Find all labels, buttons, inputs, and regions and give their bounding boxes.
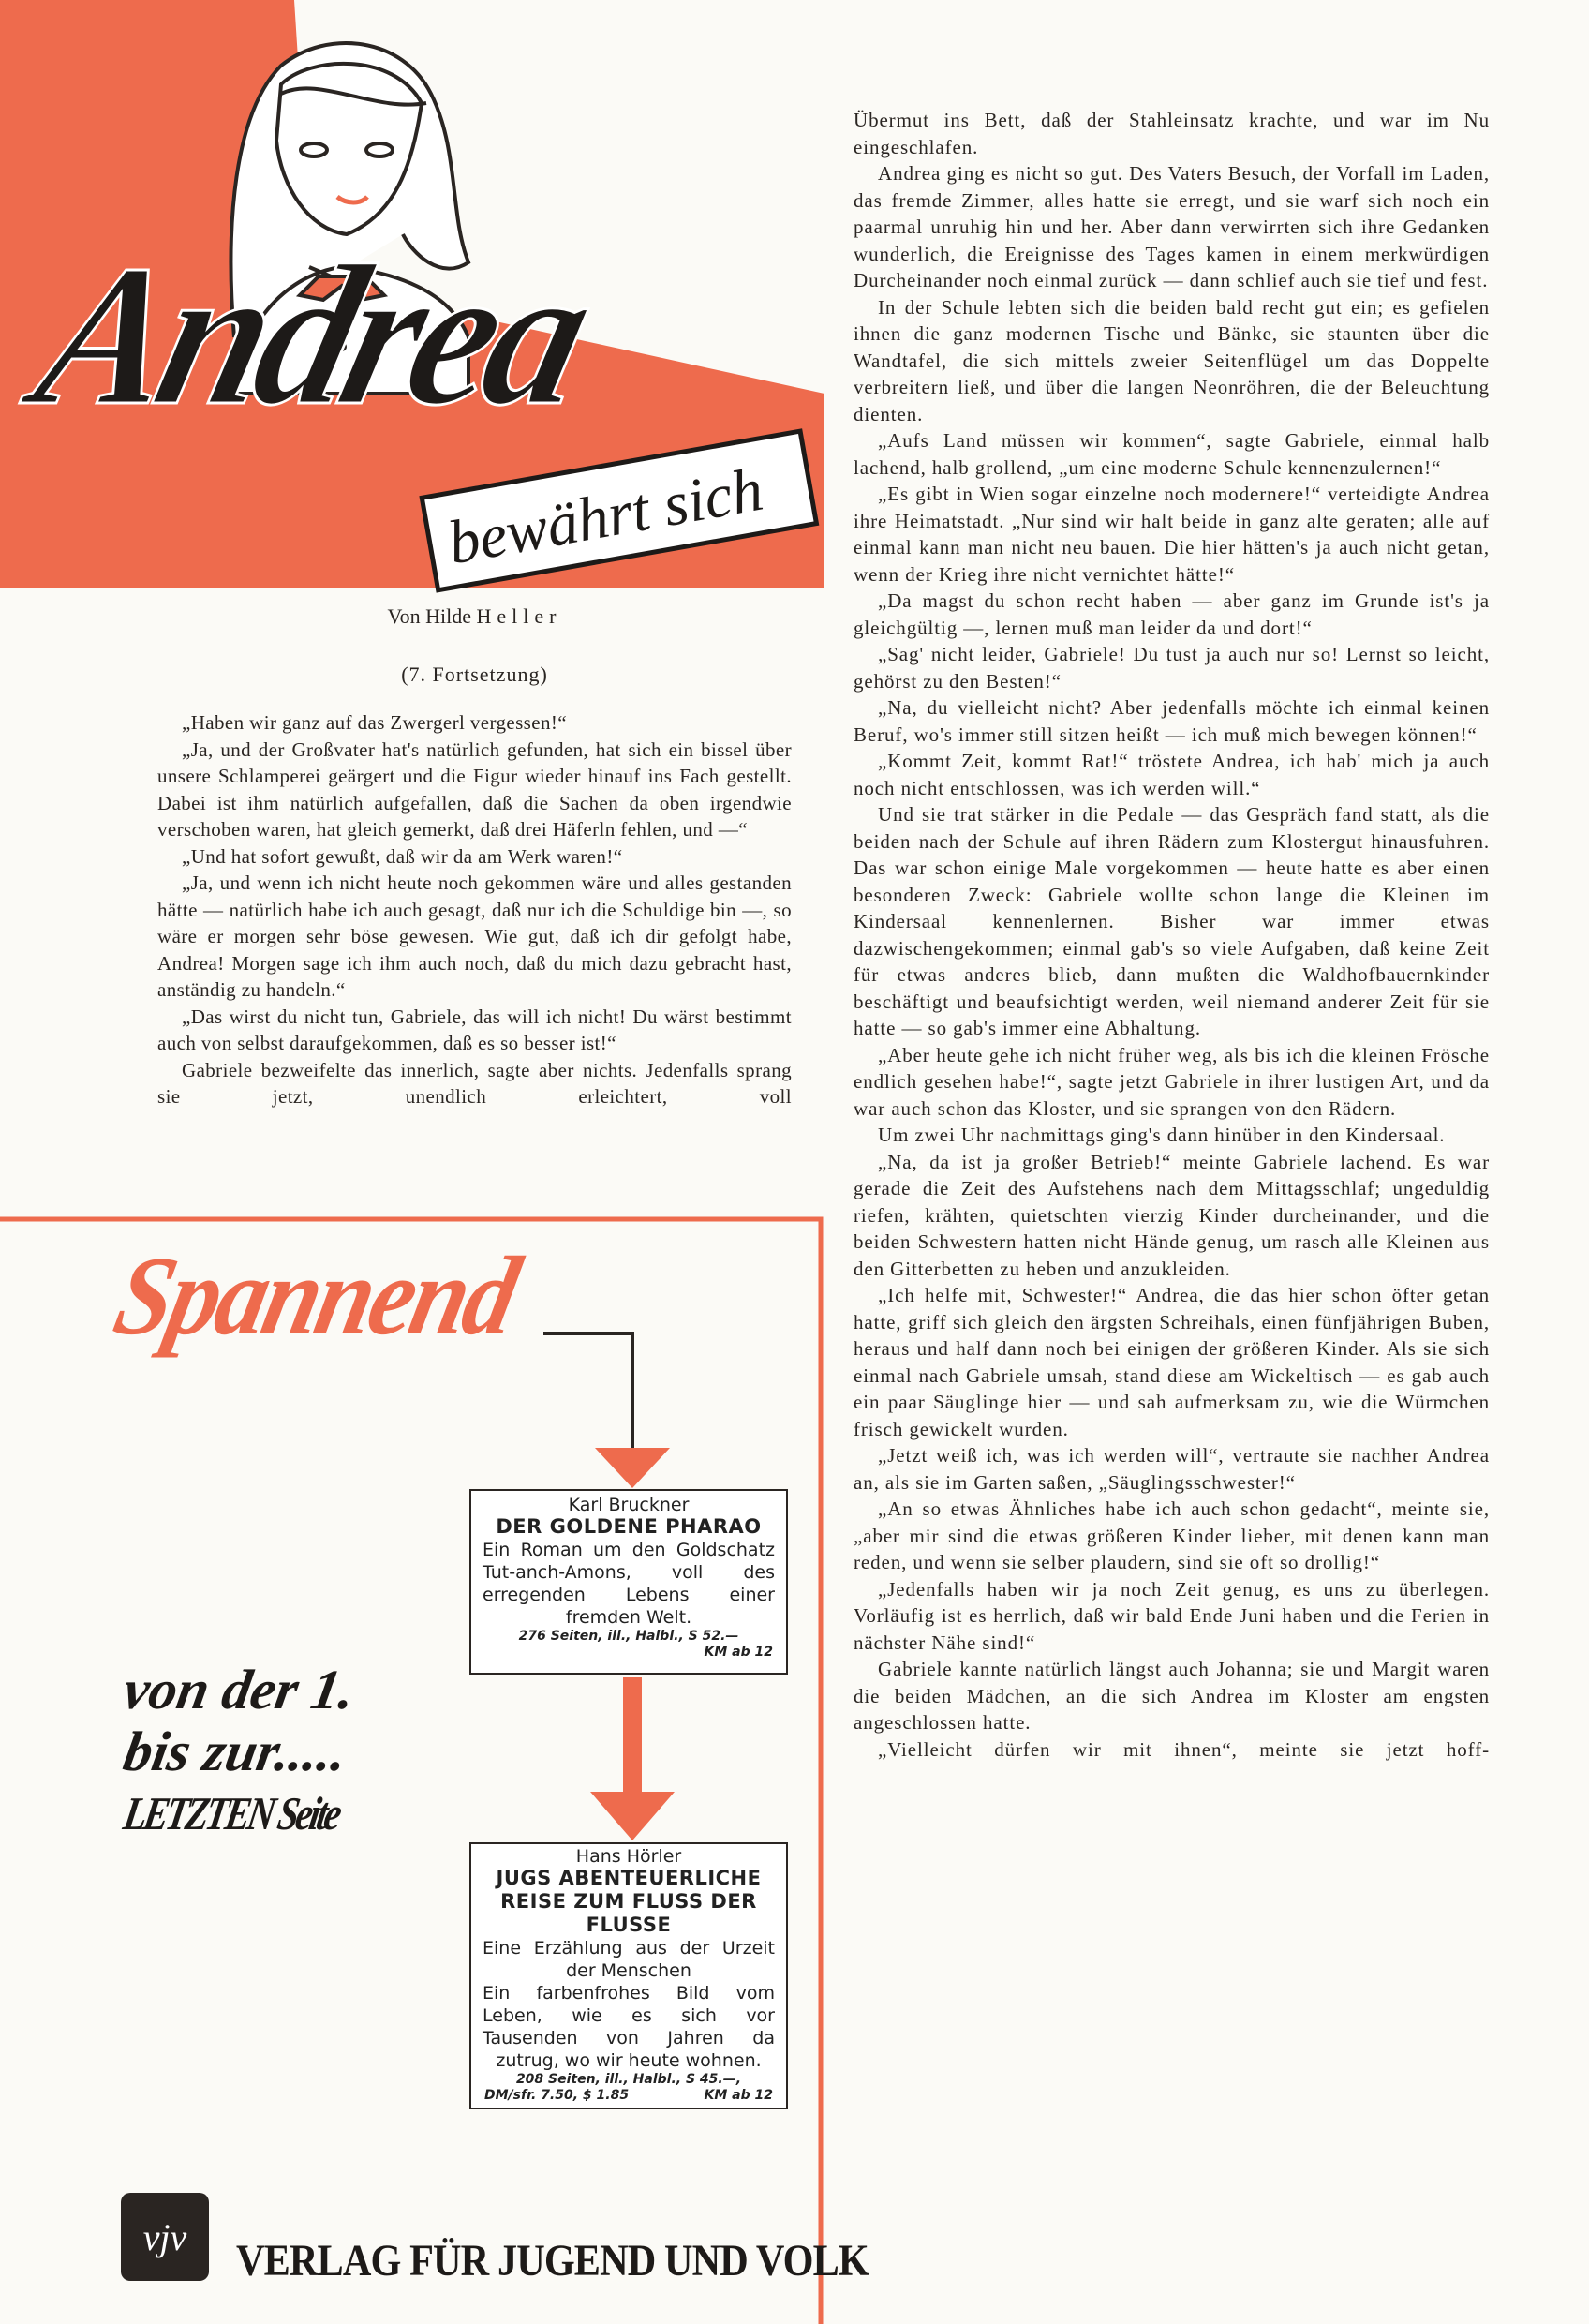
paragraph: Gabriele bezweifelte das innerlich, sagte aber nichts. Jedenfalls sprang sie jetzt, unendlich erleichtert, voll — [157, 1058, 792, 1108]
book-description: Ein Roman um den Goldschatz Tut-anch-Amons, voll des erregenden Lebens einer fremden Welt. — [483, 1540, 775, 1628]
slogan-line: bis zur..... — [119, 1721, 352, 1782]
arrow-line-1 — [543, 1333, 632, 1452]
book-author: Karl Bruckner — [568, 1495, 690, 1515]
article-right-column — [854, 107, 1490, 1763]
book-age: KM ab 12 — [704, 1645, 773, 1660]
article-left-column — [157, 709, 792, 1110]
paragraph: „Ich helfe mit, Schwester!“ Andrea, die das hier schon öfter getan hatte, griff sich gleich den ärgsten Schreihals, einen fünfjährigen Buben, heraus und half dann noch bei einigen der größeren Kinder. Als sie sich einmal nach Gabriele umsah, stand diese am Wickeltisch — es gab auch ein paar Säuglinge hier — und sah aufmerksam zu, wie die Würmchen frisch gewickelt wurden. — [854, 1284, 1490, 1440]
book-title: JUGS ABENTEUERLICHE REISE ZUM FLUSS DER FLUSSE — [496, 1867, 762, 1936]
book-title: DER GOLDENE PHARAO — [496, 1515, 762, 1538]
arrow-head-1-icon — [595, 1448, 670, 1488]
ad-headline: Spannend — [105, 1233, 527, 1358]
paragraph: „Und hat sofort gewußt, daß wir da am Werk waren!“ — [182, 844, 623, 868]
publisher-name: VERLAG FÜR JUGEND UND VOLK — [236, 2236, 869, 2286]
paragraph: „Haben wir ganz auf das Zwergerl vergessen!“ — [182, 711, 567, 734]
book-author: Hans Hörler — [575, 1846, 682, 1867]
book-subtitle: Eine Erzählung aus der Urzeit der Menschen — [483, 1938, 775, 1981]
arrow-head-2-icon — [590, 1792, 675, 1840]
title-andrea: Andrea — [18, 224, 606, 448]
paragraph: „Na, du vielleicht nicht? Aber jedenfalls möchte ich einmal keinen Beruf, wo's immer still sitzen heißt — ich muß mich bewegen können!“ — [854, 696, 1490, 746]
paragraph: „Es gibt in Wien sogar einzelne noch modernere!“ verteidigte Andrea ihre Heimatstadt. „Nur sind wir halt beide in ganz alte geraten; alle auf einmal kann man nicht neu bauen. Die hier hätten's ja auch nicht getan, wenn der Krieg ihre nicht vernichtet hätte!“ — [854, 483, 1490, 586]
book-card — [469, 1489, 788, 1675]
paragraph: Übermut ins Bett, daß der Stahleinsatz krachte, und war im Nu eingeschlafen. — [854, 109, 1490, 158]
publisher-logo: vjv — [121, 2193, 209, 2281]
title-illustration — [0, 0, 843, 600]
ad-slogan — [119, 1659, 443, 1844]
byline — [157, 604, 792, 629]
paragraph: „Da magst du schon recht haben — aber ganz im Grunde ist's ja gleichgültig —, lernen muß man leider da und dort!“ — [854, 589, 1490, 639]
paragraph: „An so etwas Ähnliches habe ich auch schon gedacht“, meinte sie, „aber mir sind die etwas größeren Kinder lieber, mit denen kann man reden, und wenn sie selber plaudern, sind sie oft so drollig!“ — [854, 1497, 1490, 1573]
paragraph: In der Schule lebten sich die beiden bald recht gut ein; es gefielen ihnen die ganz modernen Tische und Bänke, sie staunten über die Wandtafel, die sich mittels zweier Seitenflügel um das Doppelte verbreitern ließ, und über die langen Neonröhren, die der Beleuchtung dienten. — [854, 295, 1490, 425]
paragraph: „Aufs Land müssen wir kommen“, sagte Gabriele, einmal halb lachend, halb grollend, „um eine moderne Schule kennenzulernen!“ — [854, 429, 1490, 479]
paragraph: „Ja, und der Großvater hat's natürlich gefunden, hat sich ein bissel über unsere Schlamperei geärgert und die Figur wieder hinauf ins Fach gestellt. Dabei ist ihm natürlich aufgefallen, daß die Sachen da oben irgendwie verschoben waren, hat gleich gemerkt, daß drei Häferln fehlen, und —“ — [157, 737, 792, 841]
paragraph: „Aber heute gehe ich nicht früher weg, als bis ich die kleinen Frösche endlich gesehen habe!“, sagte jetzt Gabriele in ihrer lustigen Art, und da war auch schon das Kloster, und sie sprangen von den Rädern. — [854, 1043, 1490, 1120]
paragraph: „Na, da ist ja großer Betrieb!“ meinte Gabriele lachend. Es war gerade die Zeit des Aufstehens nach dem Mittagsschlaf; ungeduldig riefen, krähten, quietschten vierzig Kinder durcheinander, und die beiden Schwestern hatten nicht Hände genug, um rasch alle Kleinen aus den Gitterbetten zu heben und anzukleiden. — [854, 1150, 1490, 1280]
book-meta: 276 Seiten, ill., Halbl., S 52.— — [518, 1629, 739, 1644]
byline-prefix: Von Hilde — [387, 604, 471, 628]
paragraph: „Vielleicht dürfen wir mit ihnen“, meinte sie jetzt hoff- — [878, 1737, 1490, 1761]
arrow-shaft-2 — [623, 1677, 642, 1799]
paragraph: Gabriele kannte natürlich längst auch Johanna; sie und Margit waren die beiden Mädchen, an die sich Andrea im Kloster am engsten angeschlossen hatte. — [854, 1658, 1490, 1734]
paragraph: „Kommt Zeit, kommt Rat!“ tröstete Andrea, ich hab' mich ja auch noch nicht entschlossen, was ich werden will.“ — [854, 750, 1490, 799]
book-age: KM ab 12 — [704, 2088, 773, 2103]
paragraph: „Jetzt weiß ich, was ich werden will“, vertraute sie nachher Andrea an, als sie im Garten saßen, „Säuglingsschwester!“ — [854, 1444, 1490, 1494]
book-description: Ein farbenfrohes Bild vom Leben, wie es sich vor Tausenden von Jahren da zutrug, wo wir heute wohnen. — [483, 1983, 775, 2071]
book-card — [469, 1842, 788, 2109]
slogan-line: LETZTEN Seite — [120, 1787, 344, 1840]
book-price-foreign: DM/sfr. 7.50, $ 1.85 — [484, 2088, 630, 2103]
paragraph: Um zwei Uhr nachmittags ging's dann hinüber in den Kindersaal. — [878, 1124, 1446, 1146]
paragraph: Und sie trat stärker in die Pedale — das Gespräch fand statt, als die beiden nach der Schule auf ihren Rädern zum Klostergut hinausfuhren. Das war schon einige Male vorgekommen — heute hatte es aber einen besonderen Zweck: Gabriele wollte schon lange die Kleinen im Kindersaal kennenlernen. Bisher war immer etwas dazwischengekommen; einmal gab's so viele Aufgaben, daß keine Zeit für etwas anderes blieb, dann mußten die Waldhofbauernkinder beschäftigt und beaufsichtigt werden, weil niemand anderer Zeit für sie hatte — so gab's immer eine Abhaltung. — [854, 803, 1490, 1039]
slogan-line: von der 1. — [119, 1659, 360, 1721]
byline-author: Heller — [476, 604, 562, 628]
paragraph: „Jedenfalls haben wir ja noch Zeit genug, es uns zu überlegen. Vorläufig ist es herrlich, daß wir bald Ende Juni haben und die Ferien in nächster Nähe sind!“ — [854, 1577, 1490, 1654]
paragraph: Andrea ging es nicht so gut. Des Vaters Besuch, der Vorfall im Laden, das fremde Zimmer, alles hatte sie erregt, und sie warf sich noch ein paarmal unruhig hin und her. Aber dann verwirrten sich ihre Gedanken wunderlich, die Ereignisse des Tages kamen in einem merkwürdigen Durcheinander noch einmal zurück — dann schlief auch sie tief und fest. — [854, 162, 1490, 291]
subtitle-text: bewährt sich — [442, 454, 768, 578]
installment-label: (7. Fortsetzung) — [401, 663, 548, 686]
paragraph: „Sag' nicht leider, Gabriele! Du tust ja auch nur so! Lernst so leicht, gehörst zu den Besten!“ — [854, 643, 1490, 693]
paragraph: „Ja, und wenn ich nicht heute noch gekommen wäre und alles gestanden hätte — natürlich habe ich auch gesagt, daß nur ich die Schuldige bin —, so wäre er morgen sehr böse gewesen. Wie gut, daß ich dir gefolgt habe, Andrea! Morgen sage ich ihm auch noch, daß du mich dazu gebracht hast, anständig zu handeln.“ — [157, 872, 792, 1001]
book-meta: 208 Seiten, ill., Halbl., S 45.—, — [515, 2072, 742, 2087]
paragraph: „Das wirst du nicht tun, Gabriele, das will ich nicht! Du wärst bestimmt auch von selbst daraufgekommen, daß es so besser ist!“ — [157, 1005, 792, 1054]
